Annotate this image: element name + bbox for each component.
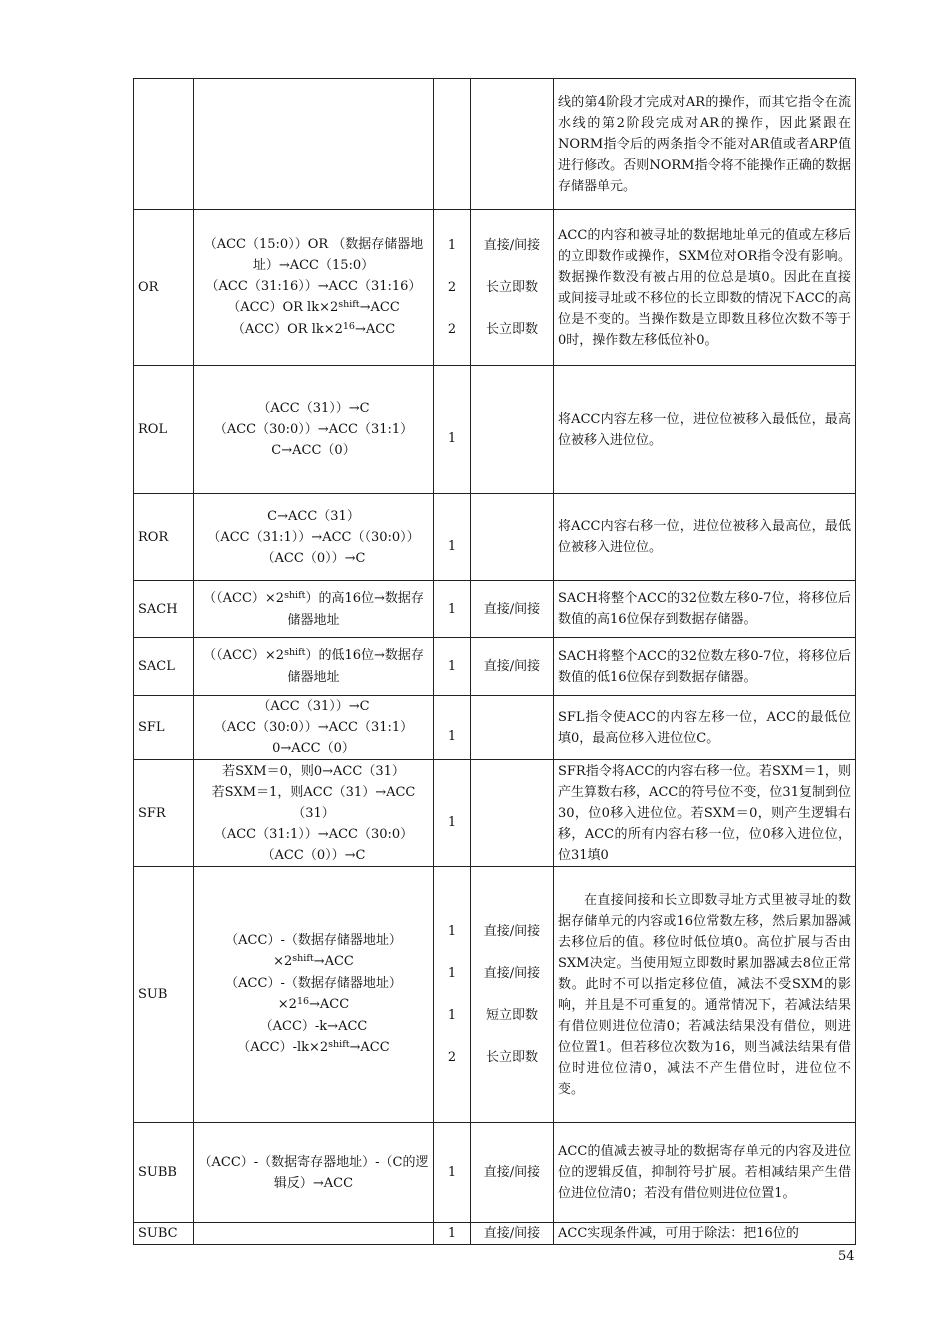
description-text: （ACC）OR lk×2 [231,322,343,337]
description-line [198,645,429,688]
word-count: 2 [447,322,457,337]
addressing-mode-list [475,656,549,677]
instruction-explanation: 线的第4阶段才完成对AR的操作，而其它指令在流水线的第2阶段完成对AR的操作，因此紧跟在NORM指令后的两条指令不能对AR值或者ARP值进行修改。否则NORM指令将不能操作正确的数据存储器单元。 [554,79,856,210]
instruction-table [133,78,856,1245]
addressing-mode: 长立即数 [485,1050,538,1065]
description-text: （ACC（30:0））→ACC（31:1） [213,720,414,735]
exponent-superscript: shift [292,953,314,964]
word-count: 1 [447,659,457,674]
word-count: 1 [447,431,457,446]
word-count: 1 [447,924,457,939]
addressing-mode-list [475,599,549,620]
instruction-name: SACH [134,581,194,638]
description-text: （ACC（31））→C [257,699,370,714]
addressing-mode: 直接/间接 [483,601,541,617]
instruction-name: SUB [134,867,194,1123]
addressing-mode: 短立即数 [485,1008,538,1023]
word-count: 2 [447,280,457,295]
table-body [134,79,856,1245]
addressing-mode-cell [471,638,554,696]
addressing-mode-cell [471,696,554,760]
description-text: →ACC [354,322,396,337]
addressing-mode-list [475,1223,549,1244]
description-line [198,930,429,973]
description-line [198,1152,429,1194]
instruction-explanation: SACH将整个ACC的32位数左移0-7位，将移位后数值的低16位保存到数据存储器。 [554,638,856,696]
instruction-name: OR [134,210,194,366]
description-text: （ACC）OR lk×2 [227,300,339,315]
word-count: 1 [447,814,457,830]
word-count-list [438,726,466,747]
description-line [198,717,429,738]
instruction-name: SFL [134,696,194,760]
description-text: →ACC [349,1040,390,1055]
addressing-mode: 直接/间接 [483,659,541,674]
word-count-cell [434,581,471,638]
description-line [198,276,429,297]
description-line [198,824,429,845]
exponent-superscript: shift [284,589,306,601]
instruction-name: SUBB [134,1123,194,1223]
table-row [134,79,856,210]
instruction-description [194,1123,434,1223]
description-text: （ACC）-k→ACC [259,1019,368,1034]
description-text: C→ACC（31） [267,508,360,524]
word-count: 2 [447,1050,457,1065]
description-text: 若SXM＝1，则ACC（31）→ACC（31） [211,784,416,821]
table-row [134,581,856,638]
addressing-mode-cell [471,79,554,210]
description-text: （（ACC）×2 [203,590,285,606]
description-text: ）的低16位→数据存储器地址 [287,648,424,685]
instruction-explanation: SFR指令将ACC的内容右移一位。若SXM＝1，则产生算数右移，ACC的符号位不变，位31复制到位30，位0移入进位位。若SXM＝0，则产生逻辑右移，ACC的所有内容右移一位，位0移入进位位，位31填0 [554,760,856,867]
addressing-mode: 直接/间接 [483,966,541,981]
instruction-explanation: SFL指令使ACC的内容左移一位，ACC的最低位填0，最高位移入进位位C。 [554,696,856,760]
word-count-list [438,536,466,557]
addressing-mode-cell [471,867,554,1123]
instruction-name: SUBC [134,1223,194,1245]
description-line [198,440,429,461]
description-text: （ACC（30:0））→ACC（31:1） [213,422,414,437]
word-count-cell [434,494,471,581]
instruction-explanation: 将ACC内容左移一位，进位位被移入最低位，最高位被移入进位位。 [554,366,856,494]
word-count-cell [434,366,471,494]
table-row [134,1223,856,1245]
word-count-cell [434,1123,471,1223]
addressing-mode-cell [471,1123,554,1223]
table-row [134,638,856,696]
description-text: C→ACC（0） [271,443,356,458]
instruction-explanation: ACC实现条件减，可用于除法：把16位的 [554,1223,856,1245]
addressing-mode: 长立即数 [485,322,538,337]
description-line [198,548,429,569]
description-text: （ACC）-（数据寄存器地址）-（C的逻辑反）→ACC [198,1154,429,1191]
word-count-cell [434,210,471,366]
instruction-explanation: 将ACC内容右移一位，进位位被移入最高位，最低位被移入进位位。 [554,494,856,581]
description-line [198,297,429,319]
description-text: （ACC（31））→C [257,401,370,416]
description-text: （ACC（15:0））OR （数据存储器地址）→ACC（15:0） [203,237,424,273]
table-row [134,210,856,366]
exponent-superscript: shift [284,647,306,658]
description-text: （ACC（0））→C [261,847,366,863]
word-count: 1 [447,729,457,744]
word-count: 1 [447,601,457,617]
description-text: （ACC）-（数据存储器地址）×2 [225,976,402,1012]
addressing-mode: 长立即数 [485,280,538,295]
description-line [198,506,429,527]
description-line [198,845,429,866]
instruction-description [194,79,434,210]
word-count-list [438,656,466,677]
description-line [198,319,429,341]
instruction-description [194,696,434,760]
instruction-description [194,760,434,867]
addressing-mode: 直接/间接 [483,238,541,253]
instruction-description [194,366,434,494]
instruction-name: ROL [134,366,194,494]
description-text: （ACC（31:1））→ACC（30:0） [213,826,414,842]
word-count-cell [434,638,471,696]
addressing-mode-cell [471,366,554,494]
instruction-name [134,79,194,210]
word-count-list [438,428,466,449]
instruction-name: ROR [134,494,194,581]
instruction-explanation: ACC的内容和被寻址的数据地址单元的值或左移后的立即数作或操作，SXM位对OR指令没有影响。数据操作数没有被占用的位总是填0。因此在直接或间接寻址或不移位的长立即数的情况下ACC的高位是不变的。当操作数是立即数且移位次数不等于0时，操作数左移低位补0。 [554,210,856,366]
instruction-description [194,1223,434,1245]
instruction-name: SFR [134,760,194,867]
exponent-superscript: 16 [296,996,310,1007]
word-count-list [438,235,466,340]
word-count-cell [434,760,471,867]
exponent-superscript: 16 [342,321,355,332]
description-line [198,761,429,782]
exponent-superscript: shift [338,299,360,310]
description-text: 若SXM＝0，则0→ACC（31） [222,763,405,779]
description-line [198,696,429,717]
instruction-description [194,210,434,366]
instruction-description [194,494,434,581]
instruction-explanation: 在直接间接和长立即数寻址方式里被寻址的数据存储单元的内容或16位常数左移，然后累加器减去移位后的值。移位时低位填0。高位扩展与否由SXM决定。当使用短立即数时累加器减去8位正常数。此时不可以指定移位值，减法不受SXM的影响，并且是不可重复的。通常情况下，若减法结果有借位则进位位清0；若减法结果没有借位，则进位位置1。但若移位次数为16，则当减法结果有借位时进位位清0，减法不产生借位时，进位位不变。 [554,867,856,1123]
word-count: 1 [447,238,457,253]
page-number: 54 [838,1249,855,1264]
table-row [134,696,856,760]
word-count-list [438,1162,466,1183]
description-line [198,419,429,440]
description-text: （ACC）-（数据存储器地址）×2 [225,933,402,969]
description-line [198,234,429,276]
addressing-mode-cell [471,760,554,867]
addressing-mode: 直接/间接 [483,1165,541,1180]
description-text: →ACC [313,954,354,969]
addressing-mode-list [475,235,549,340]
addressing-mode-list [475,1162,549,1183]
table-row [134,494,856,581]
word-count-list [438,1223,466,1244]
description-line [198,1037,429,1059]
description-line [198,738,429,759]
word-count-list [438,812,466,833]
instruction-name: SACL [134,638,194,696]
table-row [134,867,856,1123]
word-count-cell [434,79,471,210]
exponent-superscript: shift [328,1039,350,1050]
addressing-mode-list [475,921,549,1068]
instruction-description [194,581,434,638]
description-text: ）的高16位→数据存储器地址 [287,590,424,628]
instruction-explanation: SACH将整个ACC的32位数左移0-7位，将移位后数值的高16位保存到数据存储器。 [554,581,856,638]
word-count-list [438,921,466,1068]
word-count-cell [434,696,471,760]
description-text: （（ACC）×2 [203,648,285,663]
description-line [198,527,429,548]
instruction-explanation: ACC的值减去被寻址的数据寄存单元的内容及进位位的逻辑反值，抑制符号扩展。若相减结果产生借位进位位清0；若没有借位则进位位置1。 [554,1123,856,1223]
description-text: （ACC（31:16））→ACC（31:16） [205,279,422,294]
description-text: （ACC（31:1））→ACC（（30:0）） [207,529,420,545]
description-line [198,588,429,631]
addressing-mode-cell [471,210,554,366]
table-row [134,366,856,494]
word-count: 1 [447,1165,457,1180]
word-count: 1 [447,966,457,981]
description-line [198,1016,429,1037]
description-text: （ACC）-lk×2 [237,1040,329,1055]
word-count: 1 [447,538,457,554]
word-count-cell [434,1223,471,1245]
addressing-mode: 直接/间接 [483,1226,541,1241]
addressing-mode-cell [471,581,554,638]
addressing-mode: 直接/间接 [483,924,541,939]
description-text: →ACC [359,300,400,315]
instruction-description [194,638,434,696]
description-text: →ACC [309,997,350,1012]
addressing-mode-cell [471,1223,554,1245]
instruction-description [194,867,434,1123]
description-line [198,782,429,824]
table-row [134,1123,856,1223]
description-text: 0→ACC（0） [272,741,355,756]
word-count-list [438,599,466,620]
addressing-mode-cell [471,494,554,581]
word-count: 1 [447,1226,457,1241]
word-count: 1 [447,1008,457,1023]
description-text: （ACC（0））→C [261,550,366,566]
description-line [198,973,429,1016]
description-line [198,398,429,419]
word-count-cell [434,867,471,1123]
table-row [134,760,856,867]
